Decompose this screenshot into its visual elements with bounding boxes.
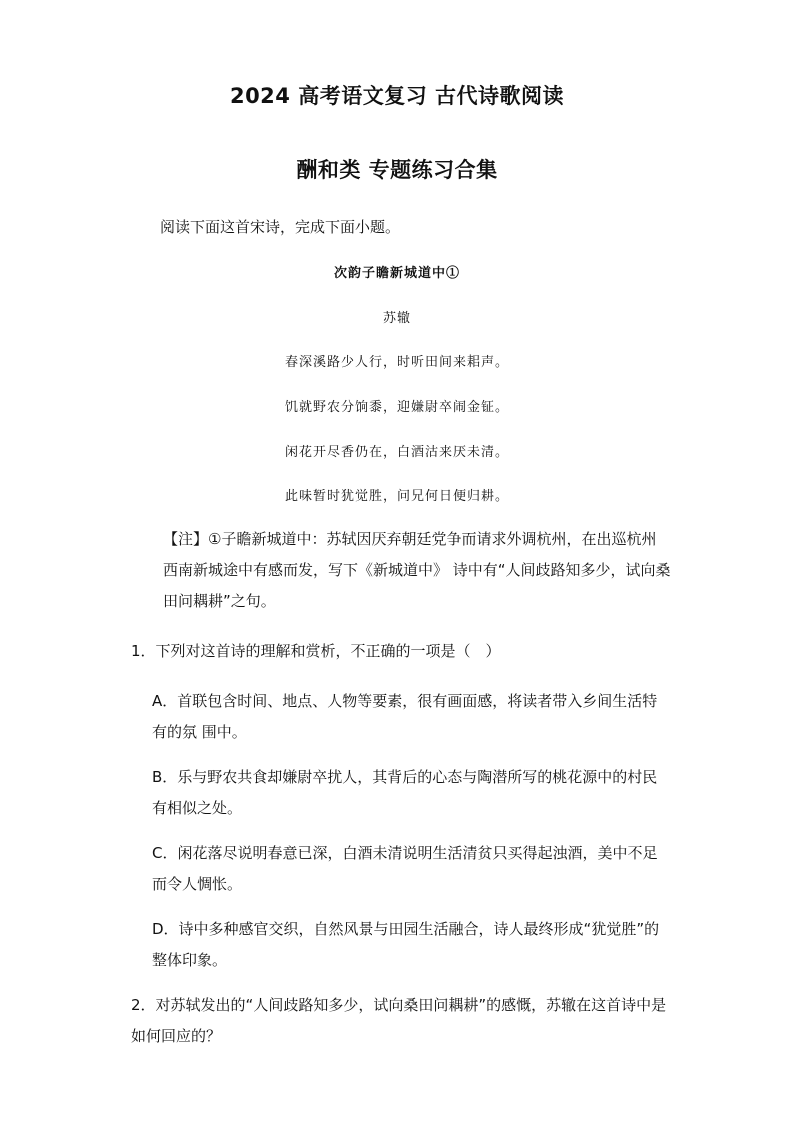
poem-author: 苏辙 [382, 311, 411, 326]
question-1-option-a: A．首联包含时间、地点、人物等要素，很有画面感，将读者带入乡间生活特有的氛 围中。 [152, 692, 658, 741]
poem-line-1: 春深溪路少人行，时听田间来耜声。 [284, 355, 509, 370]
annotation-text: 【注】①子瞻新城道中：苏轼因厌弃朝廷党争而请求外调杭州，在出巡杭州西南新城途中有感而发，写下《新城道中》 诗中有“人间歧路知多少，试向桑田问耦耕”之句。 [163, 530, 671, 610]
document-title-line1: 2024 高考语文复习 古代诗歌阅读 [229, 84, 565, 108]
poem-title: 次韵子瞻新城道中① [333, 266, 460, 281]
question-1-option-d: D．诗中多种感官交织，自然风景与田园生活融合，诗人最终形成“犹觉胜”的整体印象。 [152, 920, 660, 969]
poem-line-3: 闲花开尽香仍在，白酒沽来厌未清。 [284, 445, 509, 460]
poem-line-4: 此味暂时犹觉胜，问兄何日便归耕。 [284, 489, 509, 504]
poem-annotation [131, 524, 671, 617]
poem-line-2: 饥就野农分饷黍，迎嫌尉卒闹金钲。 [284, 400, 509, 415]
question-1-stem: 1．下列对这首诗的理解和赏析，不正确的一项是（ ） [131, 642, 501, 660]
question-1-option-c: C．闲花落尽说明春意已深，白酒未清说明生活清贫只买得起浊酒，美中不足而令人惆怅。 [152, 844, 658, 893]
document-title-line2: 酬和类 专题练习合集 [296, 158, 498, 182]
question-2-stem: 2．对苏轼发出的“人间歧路知多少，试向桑田问耦耕”的感慨，苏辙在这首诗中是如何回应的？ [131, 996, 667, 1045]
question-1-option-b: B．乐与野农共食却嫌尉卒扰人，其背后的心态与陶潜所写的桃花源中的村民有相似之处。 [152, 768, 658, 817]
reading-instruction: 阅读下面这首宋诗，完成下面小题。 [160, 218, 401, 236]
